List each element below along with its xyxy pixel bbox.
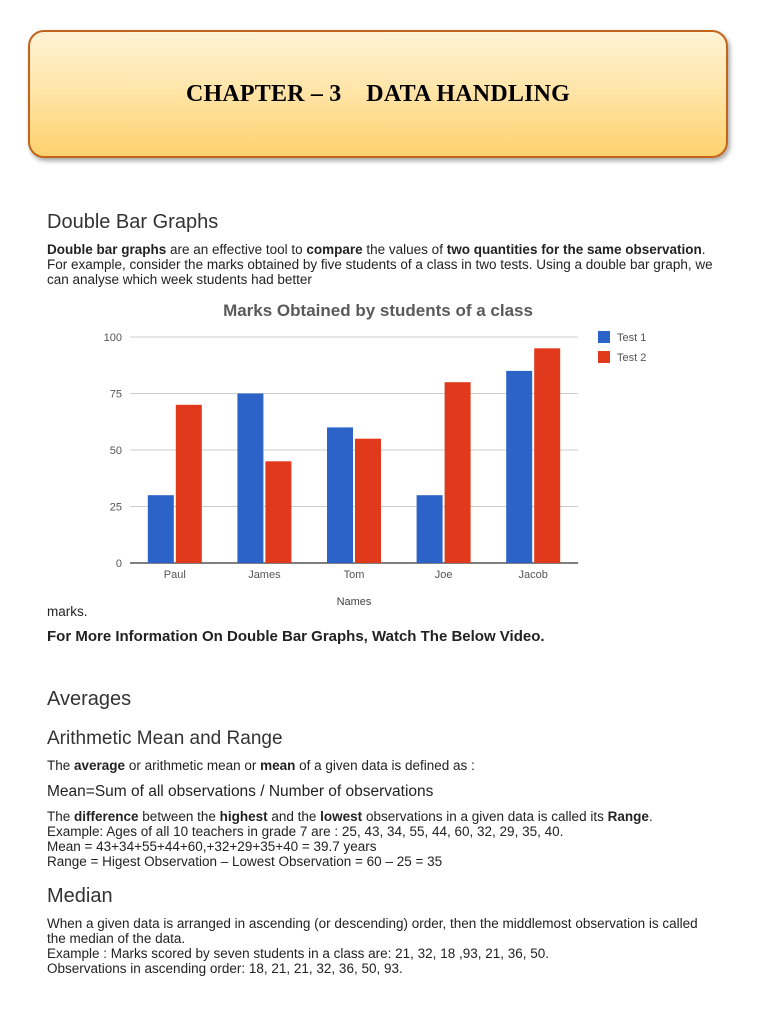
bar-test-2-jacob [534, 348, 560, 563]
section-heading-averages: Averages [47, 688, 132, 710]
median-line-2: the median of the data. [47, 931, 186, 946]
intro-text: are an effective tool to [166, 242, 307, 257]
range-text: observations in a given data is called its [362, 809, 608, 824]
chapter-banner [28, 30, 728, 158]
chapter-title: CHAPTER – 3 DATA HANDLING [185, 80, 571, 107]
def-bold-mean: mean [260, 758, 296, 773]
legend-swatch-test-2 [598, 351, 610, 363]
intro-bold-compare: compare [306, 242, 363, 257]
bar-test-1-jacob [506, 371, 532, 563]
bar-test-1-tom [327, 427, 353, 563]
average-definition [47, 758, 475, 773]
def-text: or arithmetic mean or [125, 758, 261, 773]
intro-text: the values of [362, 242, 447, 257]
intro-paragraph [47, 242, 747, 287]
x-tick-label: Jacob [518, 569, 548, 581]
bar-test-1-james [237, 394, 263, 564]
x-tick-label: Paul [163, 569, 186, 581]
range-text: and the [267, 809, 321, 824]
range-text: between the [138, 809, 220, 824]
range-text: The [47, 809, 75, 824]
median-line-3: Example : Marks scored by seven students in a class are: 21, 32, 18 ,93, 21, 36, 50. [47, 946, 550, 961]
section-heading-double-bar-graphs: Double Bar Graphs [47, 211, 219, 233]
range-bold-difference: difference [74, 809, 139, 824]
x-tick-label: James [248, 569, 281, 581]
range-bold-lowest: lowest [320, 809, 363, 824]
video-note: For More Information On Double Bar Graphs, Watch The Below Video. [47, 628, 545, 645]
y-tick-label: 50 [109, 445, 122, 457]
example-range: Range = Higest Observation – Lowest Observation = 60 – 25 = 35 [47, 854, 443, 869]
range-bold-highest: highest [219, 809, 268, 824]
x-tick-label: Joe [434, 569, 453, 581]
example-ages: Example: Ages of all 10 teachers in grade 7 are : 25, 43, 34, 55, 44, 60, 32, 29, 35, 40. [47, 824, 564, 839]
bar-test-1-paul [148, 495, 174, 563]
bar-test-2-joe [445, 382, 471, 563]
mean-formula: Mean=Sum of all observations / Number of observations [47, 783, 434, 800]
double-bar-chart [0, 290, 768, 610]
intro-bold-quantities: two quantities for the same observation [446, 242, 702, 257]
range-text: . [648, 809, 653, 824]
range-bold-range: Range [607, 809, 649, 824]
bar-test-2-paul [176, 405, 202, 563]
median-line-4: Observations in ascending order: 18, 21, 21, 32, 36, 50, 93. [47, 961, 403, 976]
def-text: of a given data is defined as : [295, 758, 475, 773]
section-heading-median: Median [47, 885, 113, 907]
legend-label: Test 2 [617, 352, 647, 364]
intro-line-2: For example, consider the marks obtained by five students of a class in two tests. Using a double bar graph, we [47, 257, 713, 272]
def-bold-average: average [74, 758, 126, 773]
y-tick-label: 100 [103, 332, 122, 344]
legend-swatch-test-1 [598, 331, 610, 343]
intro-line-3: can analyse which week students had better [47, 272, 312, 287]
def-text: The [47, 758, 75, 773]
bar-test-2-james [265, 461, 291, 563]
x-tick-label: Tom [343, 569, 365, 581]
chart-trailing-text: marks. [47, 604, 88, 619]
legend-label: Test 1 [617, 332, 647, 344]
example-mean: Mean = 43+34+55+44+60,+32+29+35+40 = 39.7 years [47, 839, 377, 854]
y-tick-label: 25 [109, 501, 122, 514]
range-paragraph [47, 809, 747, 869]
y-tick-label: 75 [109, 388, 122, 401]
x-axis-label: Names [336, 596, 372, 608]
median-line-1: When a given data is arranged in ascending (or descending) order, then the middlemost observation is called [47, 916, 698, 931]
median-paragraph [47, 916, 747, 976]
bar-test-1-joe [417, 495, 443, 563]
bar-test-2-tom [355, 439, 381, 563]
subheading-mean-range: Arithmetic Mean and Range [47, 728, 283, 749]
y-tick-label: 0 [115, 558, 122, 570]
chart-title: Marks Obtained by students of a class [223, 301, 533, 320]
intro-term: Double bar graphs [47, 242, 167, 257]
intro-text: . [701, 242, 706, 257]
